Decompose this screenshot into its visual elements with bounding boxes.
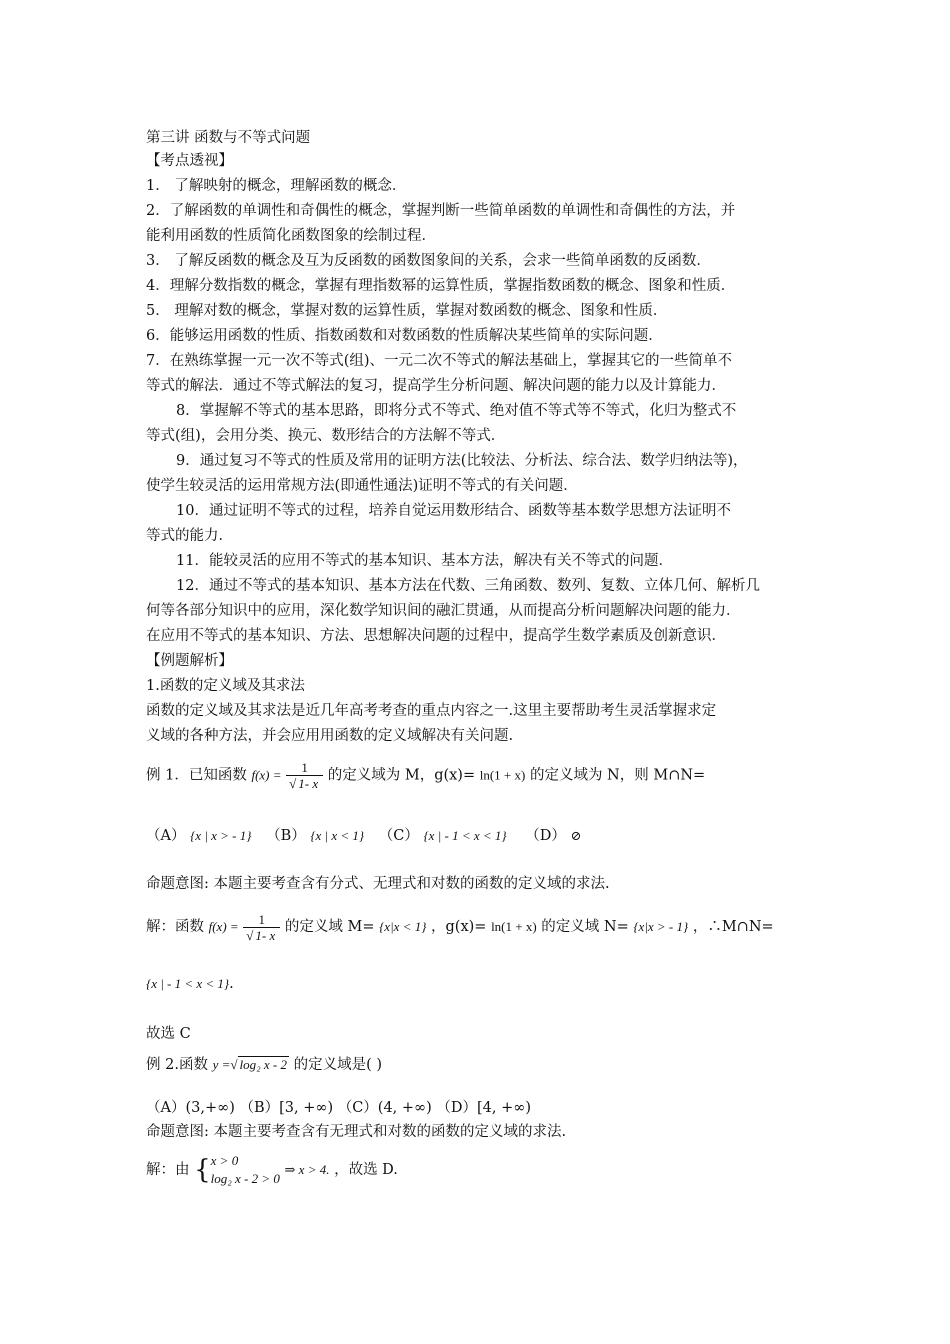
inequality-system: [211, 1152, 280, 1188]
item-line: 7．在熟练掌握一元一次不等式(组)、一元二次不等式的解法基础上，掌握其它的一些简单不: [146, 353, 733, 369]
ex1-sol-mid3: 的定义域 N=: [541, 919, 629, 935]
item-line: 4．理解分数指数的概念，掌握有理指数幂的运算性质，掌握指数函数的概念、图象和性质．: [146, 278, 736, 294]
example-2-intent: 命题意图: 本题主要考查含有无理式和对数的函数的定义域的求法.: [146, 1124, 567, 1140]
item-line: 1． 了解映射的概念，理解函数的概念．: [146, 178, 407, 194]
ex1-sol-fx: f(x) =: [208, 919, 239, 934]
example-1-result: [146, 974, 234, 994]
item-line: 等式(组)，会用分类、换元、数形结合的方法解不等式．: [146, 428, 506, 444]
ex2-tail2: ，故选 D.: [334, 1162, 398, 1178]
option-a-set: {x | x > - 1}: [190, 828, 252, 843]
option-b-set: {x | x < 1}: [310, 828, 365, 843]
item-line: 何等各部分知识中的应用，深化数学知识间的融汇贯通，从而提高分析问题解决问题的能力．: [146, 603, 741, 619]
ex1-lead: 例 1．已知函数: [146, 767, 247, 784]
section-heading-examples: 【例题解析】: [146, 653, 233, 669]
item-line: 8．掌握解不等式的基本思路，即将分式不等式、绝对值不等式等不等式，化归为整式不: [176, 403, 737, 419]
item-line: 9．通过复习不等式的性质及常用的证明方法(比较法、分析法、综合法、数学归纳法等)，: [176, 453, 748, 469]
ex1-fraction: [286, 760, 323, 791]
doc-title: 第三讲 函数与不等式问题: [146, 130, 311, 146]
system-line-2: log₂ x - 2 > 0: [210, 1171, 280, 1186]
ex2-implies: ⇒ x > 4.: [284, 1162, 330, 1177]
example-2-options: （A）(3,+∞) （B）[3, +∞) （C）(4, +∞) （D）[4, +∞): [146, 1100, 532, 1116]
ex2-radicand: log₂ x - 2: [239, 1057, 287, 1072]
ex1-sol-numerator: 1: [243, 912, 280, 928]
ex1-sol-mid1: 的定义域 M=: [284, 919, 375, 935]
example-1-intent: 命题意图: 本题主要考查含有分式、无理式和对数的函数的定义域的求法.: [146, 876, 610, 892]
example-2-statement: [146, 1052, 382, 1078]
ex1-sol-mid2: ，g(x)=: [431, 919, 487, 935]
ex2-tail: 的定义域是( ): [293, 1057, 383, 1073]
example-2-solution: [146, 1150, 398, 1190]
ex1-mid1: 的定义域为 M，g(x)=: [327, 767, 476, 784]
ex1-result-set: {x | - 1 < x < 1}: [146, 976, 230, 991]
system-brace: {: [194, 1155, 211, 1185]
option-a-label: （A）: [146, 828, 186, 844]
ex1-sol-set-m: {x|x < 1}: [379, 919, 427, 934]
ex1-radicand: 1- x: [298, 776, 319, 791]
item-line: 10．通过证明不等式的过程，培养自觉运用数形结合、函数等基本数学思想方法证明不: [176, 503, 731, 519]
item-line: 等式的解法．通过不等式解法的复习，提高学生分析问题、解决问题的能力以及计算能力．: [146, 378, 726, 394]
ex1-result-dot: .: [229, 976, 234, 992]
item-line: 3． 了解反函数的概念及互为反函数的函数图象间的关系，会求一些简单函数的反函数．: [146, 253, 711, 269]
ex1-mid2: 的定义域为 N，则 M∩N=: [529, 767, 706, 784]
ex1-sol-radicand: 1- x: [255, 927, 276, 943]
ex2-y: y =: [212, 1057, 231, 1072]
item-line: 能利用函数的性质简化函数图象的绘制过程．: [146, 228, 436, 244]
option-b-label: （B）: [266, 828, 306, 844]
ex1-sol-denominator: √ 1- x: [246, 927, 276, 943]
ex1-sol-mid4: ，∴M∩N=: [692, 919, 774, 935]
ex2-lead: 例 2.函数: [146, 1057, 208, 1073]
system-line-1: x > 0: [210, 1153, 239, 1168]
option-d-label: （D）: [525, 828, 566, 844]
ex2-sqrt: √ log₂ x - 2: [230, 1057, 287, 1072]
section-heading-key-points: 【考点透视】: [146, 153, 233, 169]
ex1-fx: f(x) =: [251, 767, 282, 783]
example-1-solution: [146, 910, 774, 944]
item-line: 11．能较灵活的应用不等式的基本知识、基本方法，解决有关不等式的问题．: [176, 553, 673, 569]
item-line: 使学生较灵活的运用常规方法(即通性通法)证明不等式的有关问题．: [146, 478, 578, 494]
example-1-statement: [146, 760, 705, 791]
ex1-sol-lead: 解：函数: [146, 919, 204, 935]
item-line: 2．了解函数的单调性和奇偶性的概念，掌握判断一些简单函数的单调性和奇偶性的方法，并: [146, 203, 736, 219]
ex1-numerator: 1: [286, 760, 323, 776]
item-line: 6．能够运用函数的性质、指数函数和对数函数的性质解决某些简单的实际问题．: [146, 328, 663, 344]
item-line: 在应用不等式的基本知识、方法、思想解决问题的过程中，提高学生数学素质及创新意识．: [146, 628, 726, 644]
example-1-options: [146, 826, 581, 847]
item-line: 5． 理解对数的概念，掌握对数的运算性质，掌握对数函数的概念、图象和性质．: [146, 303, 668, 319]
example-1-answer: 故选 C: [146, 1026, 191, 1042]
topic-description: 函数的定义域及其求法是近几年高考考查的重点内容之一.这里主要帮助考生灵活掌握求定: [146, 703, 717, 719]
option-c-set: {x | - 1 < x < 1}: [423, 828, 507, 843]
item-line: 等式的能力．: [146, 528, 233, 544]
ex1-ln: ln(1 + x): [479, 767, 526, 783]
item-line: 12．通过不等式的基本知识、基本方法在代数、三角函数、数列、复数、立体几何、解析几: [176, 578, 760, 594]
option-c-label: （C）: [378, 828, 419, 844]
ex1-sol-set-n: {x|x > - 1}: [633, 919, 689, 934]
topic-description: 义域的各种方法，并会应用用函数的定义域解决有关问题.: [146, 728, 514, 744]
topic-heading: 1.函数的定义域及其求法: [146, 678, 305, 694]
ex1-sol-fraction: [243, 912, 280, 943]
ex1-sol-ln: ln(1 + x): [491, 919, 537, 934]
option-d-set: ⊘: [570, 829, 582, 844]
ex1-denominator: √ 1- x: [289, 776, 319, 791]
ex2-sol-lead: 解：由: [146, 1162, 190, 1178]
